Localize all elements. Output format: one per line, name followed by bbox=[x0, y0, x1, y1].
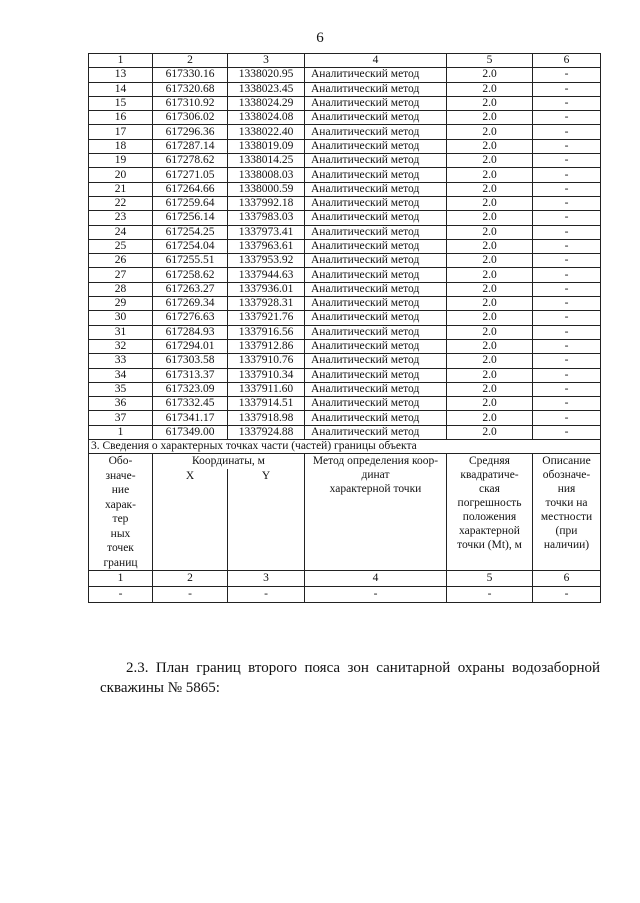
point-number-cell: 15 bbox=[89, 96, 153, 110]
coordinates-table bbox=[88, 53, 601, 603]
table-row bbox=[89, 154, 601, 168]
header-designation: Обо- значе- ние харак- тер ных точек границ bbox=[89, 454, 153, 571]
table-row bbox=[89, 311, 601, 325]
table-row bbox=[89, 111, 601, 125]
empty-cell: - bbox=[89, 587, 153, 603]
table-row bbox=[89, 225, 601, 239]
col-num-cell: 5 bbox=[447, 571, 533, 587]
coord-y-cell: 1338022.40 bbox=[228, 125, 305, 139]
description-cell: - bbox=[533, 382, 601, 396]
coord-y-cell: 1337936.01 bbox=[228, 282, 305, 296]
header-x: X bbox=[153, 469, 228, 571]
description-cell: - bbox=[533, 268, 601, 282]
error-cell: 2.0 bbox=[447, 282, 533, 296]
description-cell: - bbox=[533, 96, 601, 110]
coord-y-cell: 1337911.60 bbox=[228, 382, 305, 396]
empty-cell: - bbox=[533, 587, 601, 603]
description-cell: - bbox=[533, 311, 601, 325]
col-num-cell: 3 bbox=[228, 54, 305, 68]
method-cell: Аналитический метод bbox=[305, 139, 447, 153]
coord-x-cell: 617320.68 bbox=[153, 82, 228, 96]
error-cell: 2.0 bbox=[447, 354, 533, 368]
coord-y-cell: 1338023.45 bbox=[228, 82, 305, 96]
error-cell: 2.0 bbox=[447, 182, 533, 196]
coord-x-cell: 617323.09 bbox=[153, 382, 228, 396]
col-num-cell: 5 bbox=[447, 54, 533, 68]
description-cell: - bbox=[533, 82, 601, 96]
error-cell: 2.0 bbox=[447, 268, 533, 282]
table-row bbox=[89, 196, 601, 210]
method-cell: Аналитический метод bbox=[305, 196, 447, 210]
point-number-cell: 20 bbox=[89, 168, 153, 182]
col-num-cell: 2 bbox=[153, 571, 228, 587]
coord-y-cell: 1337916.56 bbox=[228, 325, 305, 339]
coord-y-cell: 1337910.76 bbox=[228, 354, 305, 368]
col-num-cell: 2 bbox=[153, 54, 228, 68]
table-row bbox=[89, 68, 601, 82]
coord-x-cell: 617341.17 bbox=[153, 411, 228, 425]
point-number-cell: 18 bbox=[89, 139, 153, 153]
coord-x-cell: 617263.27 bbox=[153, 282, 228, 296]
point-number-cell: 21 bbox=[89, 182, 153, 196]
error-cell: 2.0 bbox=[447, 325, 533, 339]
method-cell: Аналитический метод bbox=[305, 211, 447, 225]
table-row bbox=[89, 82, 601, 96]
point-number-cell: 17 bbox=[89, 125, 153, 139]
coord-x-cell: 617303.58 bbox=[153, 354, 228, 368]
point-number-cell: 28 bbox=[89, 282, 153, 296]
section-paragraph: 2.3. План границ второго пояса зон санитарной охраны водозаборной скважины № 5865: bbox=[100, 660, 600, 696]
table-row bbox=[89, 268, 601, 282]
error-cell: 2.0 bbox=[447, 139, 533, 153]
table-row bbox=[89, 125, 601, 139]
error-cell: 2.0 bbox=[447, 425, 533, 439]
table-row bbox=[89, 297, 601, 311]
coord-x-cell: 617349.00 bbox=[153, 425, 228, 439]
coord-x-cell: 617284.93 bbox=[153, 325, 228, 339]
error-cell: 2.0 bbox=[447, 82, 533, 96]
description-cell: - bbox=[533, 225, 601, 239]
method-cell: Аналитический метод bbox=[305, 325, 447, 339]
point-number-cell: 31 bbox=[89, 325, 153, 339]
coord-y-cell: 1338014.25 bbox=[228, 154, 305, 168]
method-cell: Аналитический метод bbox=[305, 182, 447, 196]
coord-x-cell: 617256.14 bbox=[153, 211, 228, 225]
method-cell: Аналитический метод bbox=[305, 282, 447, 296]
point-number-cell: 29 bbox=[89, 297, 153, 311]
coord-y-cell: 1337928.31 bbox=[228, 297, 305, 311]
error-cell: 2.0 bbox=[447, 368, 533, 382]
table-row bbox=[89, 397, 601, 411]
col-num-cell: 6 bbox=[533, 571, 601, 587]
description-cell: - bbox=[533, 411, 601, 425]
description-cell: - bbox=[533, 239, 601, 253]
method-cell: Аналитический метод bbox=[305, 254, 447, 268]
coord-y-cell: 1338024.29 bbox=[228, 96, 305, 110]
description-cell: - bbox=[533, 196, 601, 210]
error-cell: 2.0 bbox=[447, 311, 533, 325]
table-row bbox=[89, 254, 601, 268]
error-cell: 2.0 bbox=[447, 297, 533, 311]
point-number-cell: 16 bbox=[89, 111, 153, 125]
coord-y-cell: 1337910.34 bbox=[228, 368, 305, 382]
point-number-cell: 23 bbox=[89, 211, 153, 225]
method-cell: Аналитический метод bbox=[305, 96, 447, 110]
method-cell: Аналитический метод bbox=[305, 297, 447, 311]
description-cell: - bbox=[533, 168, 601, 182]
method-cell: Аналитический метод bbox=[305, 354, 447, 368]
method-cell: Аналитический метод bbox=[305, 397, 447, 411]
point-number-cell: 36 bbox=[89, 397, 153, 411]
method-cell: Аналитический метод bbox=[305, 225, 447, 239]
empty-cell: - bbox=[228, 587, 305, 603]
coord-x-cell: 617287.14 bbox=[153, 139, 228, 153]
description-cell: - bbox=[533, 339, 601, 353]
section-empty-row bbox=[89, 587, 601, 603]
col-num-cell: 3 bbox=[228, 571, 305, 587]
method-cell: Аналитический метод bbox=[305, 268, 447, 282]
point-number-cell: 32 bbox=[89, 339, 153, 353]
coord-y-cell: 1338024.08 bbox=[228, 111, 305, 125]
coord-x-cell: 617269.34 bbox=[153, 297, 228, 311]
error-cell: 2.0 bbox=[447, 96, 533, 110]
error-cell: 2.0 bbox=[447, 397, 533, 411]
header-method: Метод определения коор- динат характерной точки bbox=[305, 454, 447, 571]
description-cell: - bbox=[533, 111, 601, 125]
error-cell: 2.0 bbox=[447, 111, 533, 125]
description-cell: - bbox=[533, 182, 601, 196]
coord-x-cell: 617271.05 bbox=[153, 168, 228, 182]
table-row bbox=[89, 354, 601, 368]
coord-y-cell: 1337918.98 bbox=[228, 411, 305, 425]
method-cell: Аналитический метод bbox=[305, 82, 447, 96]
error-cell: 2.0 bbox=[447, 168, 533, 182]
method-cell: Аналитический метод bbox=[305, 411, 447, 425]
coord-y-cell: 1337973.41 bbox=[228, 225, 305, 239]
description-cell: - bbox=[533, 139, 601, 153]
empty-cell: - bbox=[153, 587, 228, 603]
error-cell: 2.0 bbox=[447, 382, 533, 396]
column-number-row bbox=[89, 54, 601, 68]
point-number-cell: 30 bbox=[89, 311, 153, 325]
method-cell: Аналитический метод bbox=[305, 125, 447, 139]
table-row bbox=[89, 182, 601, 196]
description-cell: - bbox=[533, 68, 601, 82]
table-row bbox=[89, 382, 601, 396]
description-cell: - bbox=[533, 325, 601, 339]
method-cell: Аналитический метод bbox=[305, 239, 447, 253]
coord-x-cell: 617264.66 bbox=[153, 182, 228, 196]
section-column-number-row bbox=[89, 571, 601, 587]
table-row bbox=[89, 96, 601, 110]
section-title-row bbox=[89, 440, 601, 454]
header-y: Y bbox=[228, 469, 305, 571]
point-number-cell: 19 bbox=[89, 154, 153, 168]
method-cell: Аналитический метод bbox=[305, 111, 447, 125]
error-cell: 2.0 bbox=[447, 154, 533, 168]
coord-y-cell: 1338020.95 bbox=[228, 68, 305, 82]
point-number-cell: 37 bbox=[89, 411, 153, 425]
point-number-cell: 27 bbox=[89, 268, 153, 282]
coord-y-cell: 1337953.92 bbox=[228, 254, 305, 268]
table-row bbox=[89, 282, 601, 296]
method-cell: Аналитический метод bbox=[305, 154, 447, 168]
method-cell: Аналитический метод bbox=[305, 382, 447, 396]
coord-x-cell: 617296.36 bbox=[153, 125, 228, 139]
description-cell: - bbox=[533, 397, 601, 411]
table-row bbox=[89, 168, 601, 182]
method-cell: Аналитический метод bbox=[305, 425, 447, 439]
coord-x-cell: 617306.02 bbox=[153, 111, 228, 125]
empty-cell: - bbox=[305, 587, 447, 603]
coord-y-cell: 1337963.61 bbox=[228, 239, 305, 253]
coord-x-cell: 617254.04 bbox=[153, 239, 228, 253]
coord-y-cell: 1337914.51 bbox=[228, 397, 305, 411]
error-cell: 2.0 bbox=[447, 196, 533, 210]
table-row bbox=[89, 411, 601, 425]
error-cell: 2.0 bbox=[447, 225, 533, 239]
description-cell: - bbox=[533, 254, 601, 268]
description-cell: - bbox=[533, 425, 601, 439]
col-num-cell: 4 bbox=[305, 571, 447, 587]
table-row bbox=[89, 339, 601, 353]
point-number-cell: 33 bbox=[89, 354, 153, 368]
point-number-cell: 14 bbox=[89, 82, 153, 96]
table-row bbox=[89, 139, 601, 153]
method-cell: Аналитический метод bbox=[305, 311, 447, 325]
coord-x-cell: 617330.16 bbox=[153, 68, 228, 82]
coord-x-cell: 617313.37 bbox=[153, 368, 228, 382]
section-header-row bbox=[89, 454, 601, 469]
col-num-cell: 1 bbox=[89, 571, 153, 587]
page-number: 6 bbox=[316, 30, 324, 46]
description-cell: - bbox=[533, 154, 601, 168]
point-number-cell: 22 bbox=[89, 196, 153, 210]
header-coordinates: Координаты, м bbox=[153, 454, 305, 469]
method-cell: Аналитический метод bbox=[305, 68, 447, 82]
coord-x-cell: 617278.62 bbox=[153, 154, 228, 168]
description-cell: - bbox=[533, 125, 601, 139]
table-row bbox=[89, 211, 601, 225]
point-number-cell: 26 bbox=[89, 254, 153, 268]
coord-x-cell: 617254.25 bbox=[153, 225, 228, 239]
error-cell: 2.0 bbox=[447, 339, 533, 353]
coord-x-cell: 617294.01 bbox=[153, 339, 228, 353]
coord-y-cell: 1338019.09 bbox=[228, 139, 305, 153]
coord-x-cell: 617258.62 bbox=[153, 268, 228, 282]
description-cell: - bbox=[533, 368, 601, 382]
method-cell: Аналитический метод bbox=[305, 368, 447, 382]
coord-y-cell: 1337924.88 bbox=[228, 425, 305, 439]
coord-y-cell: 1338000.59 bbox=[228, 182, 305, 196]
point-number-cell: 35 bbox=[89, 382, 153, 396]
coord-x-cell: 617310.92 bbox=[153, 96, 228, 110]
table-row bbox=[89, 368, 601, 382]
point-number-cell: 1 bbox=[89, 425, 153, 439]
col-num-cell: 4 bbox=[305, 54, 447, 68]
col-num-cell: 1 bbox=[89, 54, 153, 68]
coord-y-cell: 1337992.18 bbox=[228, 196, 305, 210]
error-cell: 2.0 bbox=[447, 211, 533, 225]
empty-cell: - bbox=[447, 587, 533, 603]
table-row bbox=[89, 325, 601, 339]
method-cell: Аналитический метод bbox=[305, 339, 447, 353]
coord-y-cell: 1337921.76 bbox=[228, 311, 305, 325]
description-cell: - bbox=[533, 211, 601, 225]
coord-x-cell: 617332.45 bbox=[153, 397, 228, 411]
description-cell: - bbox=[533, 297, 601, 311]
coord-y-cell: 1337912.86 bbox=[228, 339, 305, 353]
point-number-cell: 34 bbox=[89, 368, 153, 382]
error-cell: 2.0 bbox=[447, 411, 533, 425]
coord-y-cell: 1338008.03 bbox=[228, 168, 305, 182]
coord-x-cell: 617276.63 bbox=[153, 311, 228, 325]
error-cell: 2.0 bbox=[447, 68, 533, 82]
point-number-cell: 25 bbox=[89, 239, 153, 253]
header-description: Описание обозначе- ния точки на местности (при наличии) bbox=[533, 454, 601, 571]
point-number-cell: 13 bbox=[89, 68, 153, 82]
description-cell: - bbox=[533, 354, 601, 368]
error-cell: 2.0 bbox=[447, 254, 533, 268]
coord-x-cell: 617259.64 bbox=[153, 196, 228, 210]
error-cell: 2.0 bbox=[447, 125, 533, 139]
table-row bbox=[89, 425, 601, 439]
coord-x-cell: 617255.51 bbox=[153, 254, 228, 268]
point-number-cell: 24 bbox=[89, 225, 153, 239]
header-error: Средняя квадратиче- ская погрешность положения характерной точки (Mt), м bbox=[447, 454, 533, 571]
col-num-cell: 6 bbox=[533, 54, 601, 68]
method-cell: Аналитический метод bbox=[305, 168, 447, 182]
coord-y-cell: 1337944.63 bbox=[228, 268, 305, 282]
table-row bbox=[89, 239, 601, 253]
error-cell: 2.0 bbox=[447, 239, 533, 253]
description-cell: - bbox=[533, 282, 601, 296]
section-title: 3. Сведения о характерных точках части (частей) границы объекта bbox=[89, 440, 601, 454]
coord-y-cell: 1337983.03 bbox=[228, 211, 305, 225]
